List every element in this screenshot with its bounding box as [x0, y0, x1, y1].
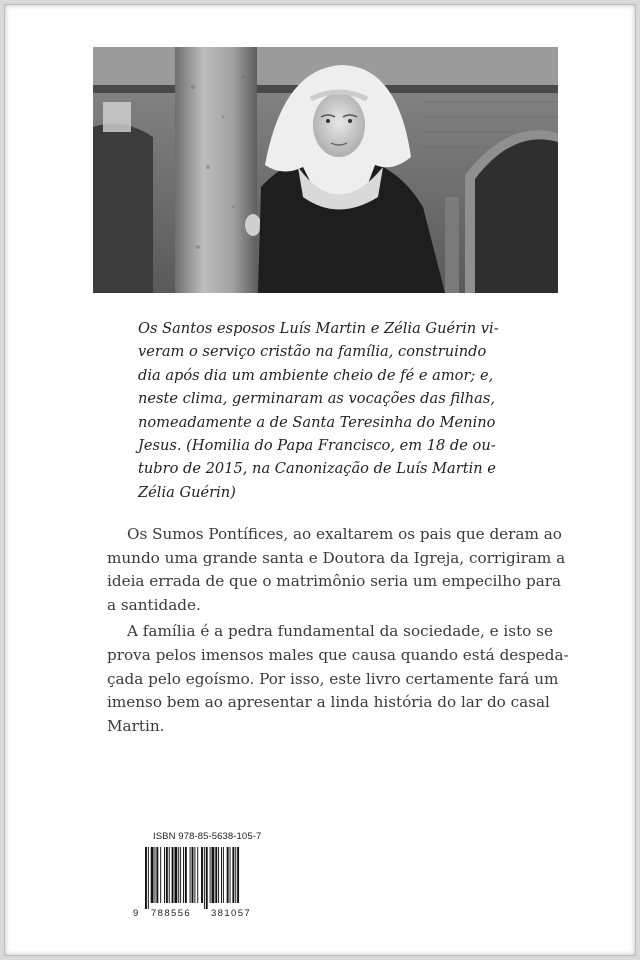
- barcode-bar: [223, 847, 224, 903]
- barcode-bar: [212, 847, 215, 903]
- barcode-bar: [174, 847, 177, 903]
- isbn-barcode: [141, 847, 269, 909]
- cover-photo: [93, 47, 558, 293]
- book-back-cover: [4, 4, 636, 956]
- barcode-bar: [178, 847, 179, 903]
- quote-line: Zélia Guérin): [138, 483, 236, 501]
- isbn-label: ISBN 978-85-5638-105-7: [153, 831, 262, 842]
- paragraph-line: Martin.: [107, 716, 165, 735]
- barcode-bar: [166, 847, 168, 903]
- quote-line: neste clima, germinaram as vocações das filhas,: [138, 390, 495, 408]
- quote-line: Os Santos esposos Luís Martin e Zélia Guérin vi-: [138, 320, 499, 337]
- quote-line: dia após dia um ambiente cheio de fé e amor; e,: [138, 366, 494, 384]
- barcode-digit-first: 9: [133, 908, 139, 919]
- barcode-bar: [227, 847, 229, 903]
- quote-line: tubro de 2015, na Canonização de Luís Martin e: [138, 460, 496, 478]
- barcode-bar: [172, 847, 174, 903]
- quote-block: [138, 317, 526, 504]
- barcode-bar: [180, 847, 181, 903]
- paragraph-line: imenso bem ao apresentar a linda história do lar do casal: [107, 693, 550, 712]
- paragraph-line: A família é a pedra fundamental da sociedade, e isto se: [127, 622, 553, 641]
- barcode-bar: [201, 847, 203, 903]
- barcode-digits-left: 788556: [151, 908, 192, 919]
- barcode-bar: [155, 847, 156, 903]
- barcode-bar: [237, 847, 239, 903]
- barcode-bar: [192, 847, 194, 903]
- barcode-bar: [206, 847, 208, 909]
- barcode-bar: [235, 847, 236, 903]
- barcode-bar: [145, 847, 147, 909]
- barcode-bar: [169, 847, 170, 903]
- barcode-bar: [183, 847, 184, 903]
- barcode-bar: [232, 847, 234, 903]
- barcode-bar: [215, 847, 217, 903]
- paragraph-line: a santidade.: [107, 595, 201, 614]
- quote-line: veram o serviço cristão na família, construindo: [138, 343, 487, 361]
- nun-portrait-photo: [93, 47, 558, 293]
- barcode-bar: [218, 847, 219, 903]
- paragraph-line: çada pelo egoísmo. Por isso, este livro certamente fará um: [107, 669, 559, 688]
- barcode-bar: [160, 847, 161, 903]
- barcode-bar: [148, 847, 149, 909]
- barcode-bar: [204, 847, 205, 909]
- synopsis-text: [107, 523, 569, 738]
- paragraph-line: Os Sumos Pontífices, ao exaltarem os pais que deram ao: [127, 525, 562, 543]
- barcode-bar: [210, 847, 211, 903]
- paragraph-line: mundo uma grande santa e Doutora da Igreja, corrigiram a: [107, 548, 566, 567]
- barcode-bar: [230, 847, 231, 903]
- quote-line: nomeadamente a de Santa Teresinha do Menino: [138, 413, 496, 431]
- barcode-bar: [156, 847, 158, 903]
- paragraph-line: ideia errada de que o matrimônio seria um empecilho para: [107, 572, 562, 591]
- barcode-bar: [221, 847, 222, 903]
- barcode-bar: [185, 847, 187, 903]
- barcode-bar: [164, 847, 165, 903]
- barcode-bar: [190, 847, 191, 903]
- quote-line: Jesus. (Homilia do Papa Francisco, em 18 de ou-: [138, 437, 496, 455]
- barcode-bar: [151, 847, 154, 903]
- barcode-digits-right: 381057: [211, 908, 252, 919]
- paragraph-line: prova pelos imensos males que causa quando está despeda-: [107, 645, 569, 664]
- barcode-bar: [194, 847, 195, 903]
- barcode-bar: [197, 847, 198, 903]
